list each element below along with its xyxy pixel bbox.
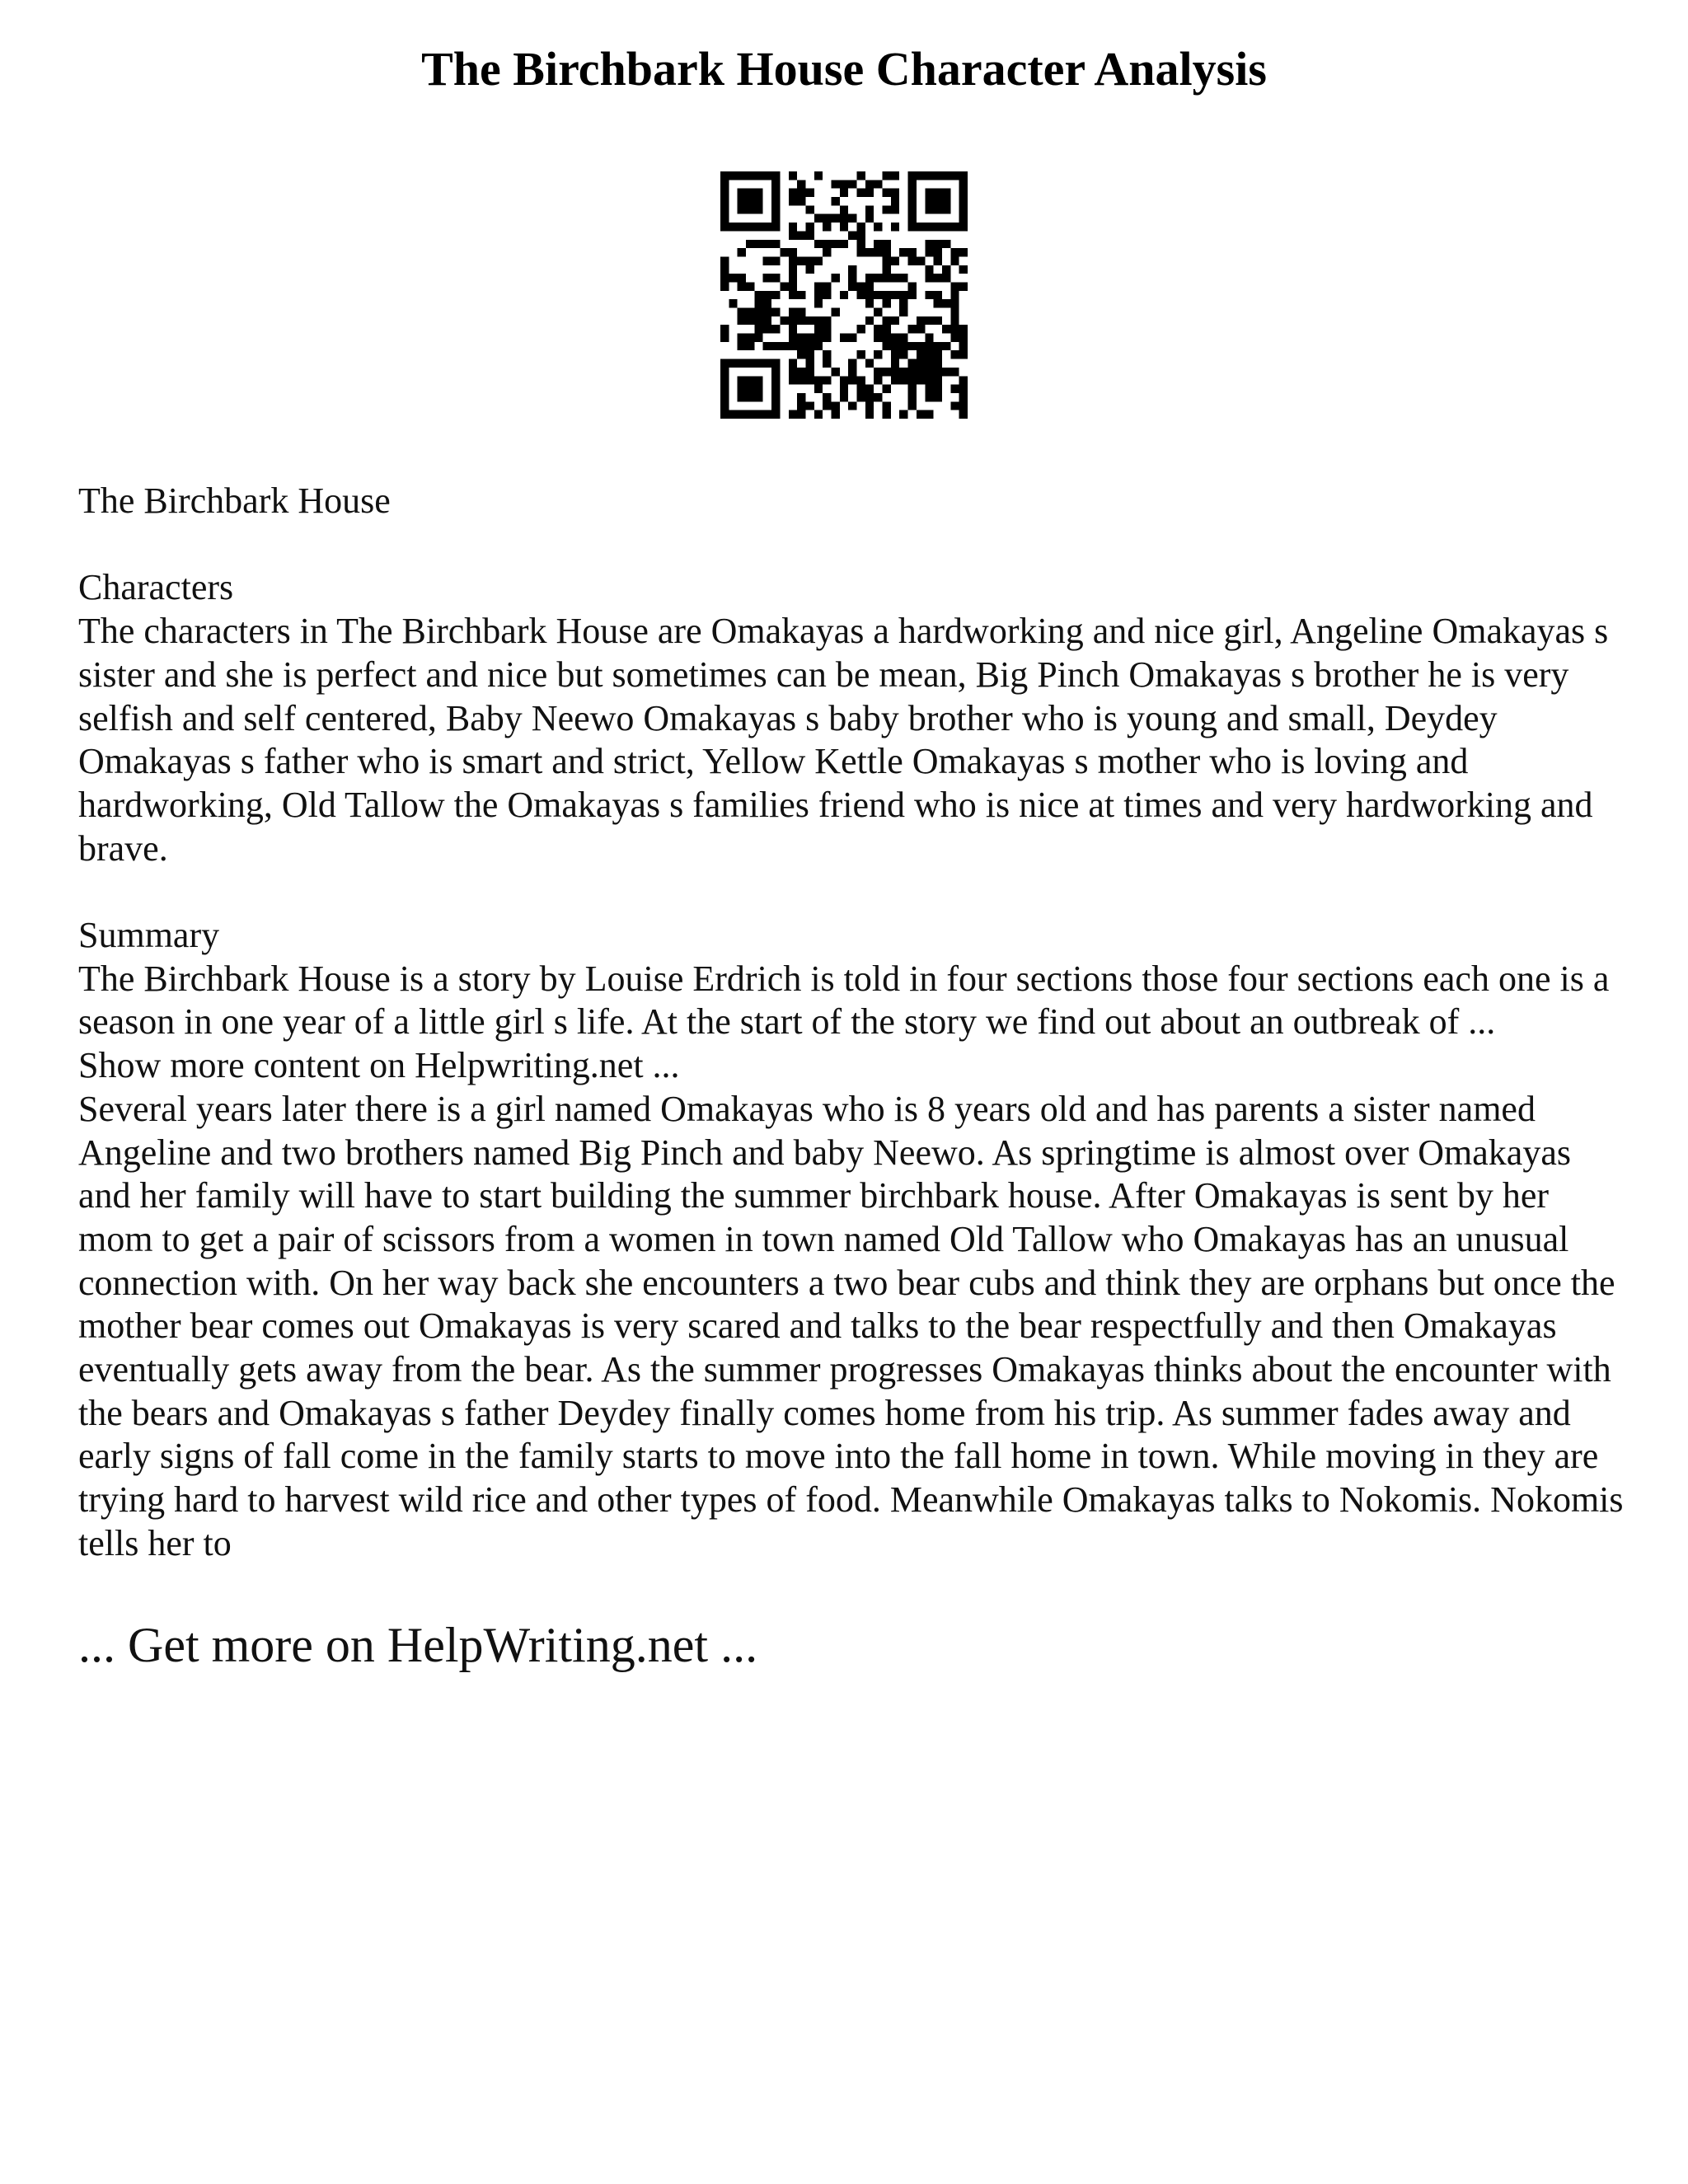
document-heading: The Birchbark House [78, 480, 391, 521]
summary-continuation-paragraph: Several years later there is a girl named Omakayas who is 8 years old and has parents a sister named Angeline and two brothers named Big Pinch and baby Neewo. As springtime is almost over Omakayas and her family will have to start building the summer birchbark house. After Omakayas is sent by her mom to get a pair of scissors from a women in town named Old Tallow who Omakayas has an unusual connection with. On her way back she encounters a two bear cubs and think they are orphans but once the mother bear comes out Omakayas is very scared and talks to the bear respectfully and then Omakayas eventually gets away from the bear. As the summer progresses Omakayas thinks about the encounter with the bears and Omakayas s father Deydey finally comes home from his trip. As summer fades away and early signs of fall come in the family starts to move into the fall home in town. While moving in they are trying hard to harvest wild rice and other types of food. Meanwhile Omakayas talks to Nokomis. Nokomis tells her to [78, 1088, 1624, 1563]
qr-code-graphic [720, 171, 968, 419]
characters-paragraph: The characters in The Birchbark House are Omakayas a hardworking and nice girl, Angeline Omakayas s sister and she is perfect and nice but sometimes can be mean, Big Pinch Omakayas s brother he is very selfish and self centered, Baby Neewo Omakayas s baby brother who is young and small, Deydey Omakayas s father who is smart and strict, Yellow Kettle Omakayas s mother who is loving and hardworking, Old Tallow the Omakayas s families friend who is nice at times and very hardworking and brave. [78, 611, 1609, 869]
section-heading-characters: Characters [78, 567, 234, 608]
document-body [78, 480, 1628, 1566]
qr-code-icon[interactable] [720, 171, 968, 419]
show-more-link[interactable]: Show more content on Helpwriting.net ... [78, 1045, 680, 1086]
section-heading-summary: Summary [78, 915, 220, 955]
get-more-link[interactable]: ... Get more on HelpWriting.net ... [78, 1618, 758, 1672]
document-title: The Birchbark House Character Analysis [421, 42, 1267, 96]
summary-paragraph: The Birchbark House is a story by Louise Erdrich is told in four sections those four sections each one is a season in one year of a little girl s life. At the start of the story we find out about an outbreak of ... [78, 958, 1610, 1043]
